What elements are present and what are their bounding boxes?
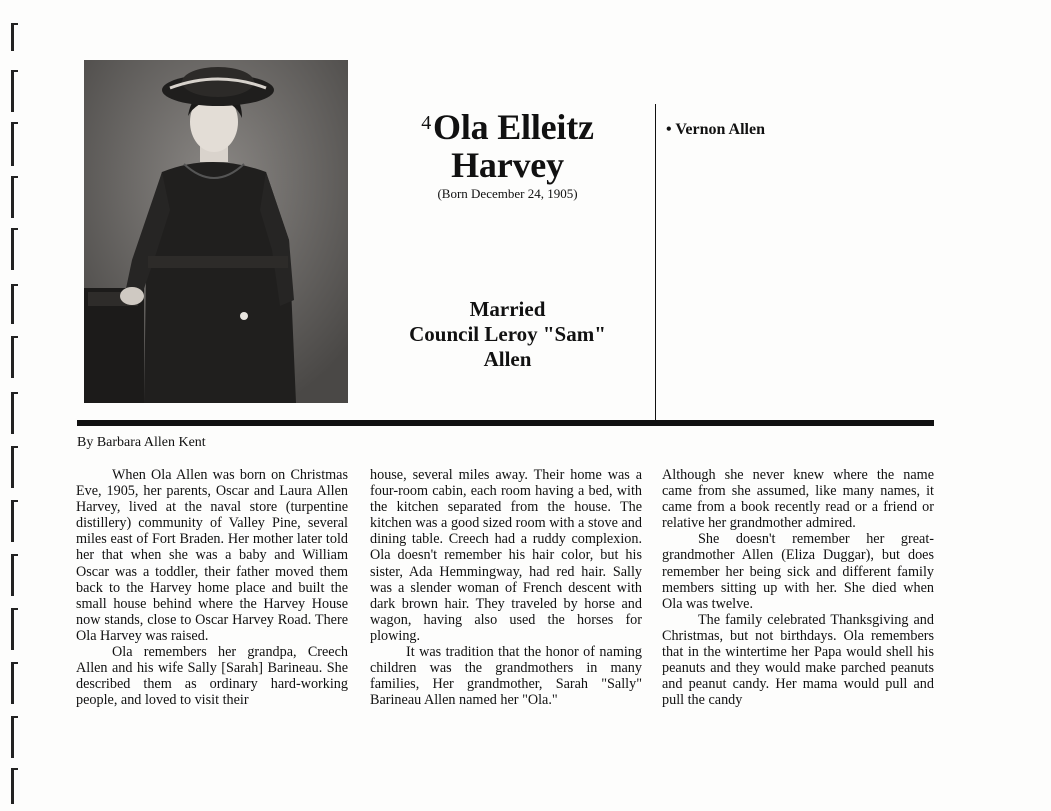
children-list xyxy=(666,121,765,139)
binding-mark xyxy=(11,392,18,434)
child-item: • Vernon Allen xyxy=(666,121,765,138)
issue-number: 4 xyxy=(421,112,432,134)
title-block xyxy=(375,104,640,202)
byline: By Barbara Allen Kent xyxy=(77,435,206,450)
person-name xyxy=(375,104,640,146)
paragraph: house, several miles away. Their home was a four-room cabin, each room having a bed, with the kitchen separated from the house. The kitchen was a good sized room with a stove and dining table. Creech had a ruddy complexion. Ola doesn't remember his hair color, but his sister, Ada Hemmingway, had red hair. Sally was a slender woman of French descent with dark brown hair. They traveled by horse and wagon, having also used the horses for plowing. xyxy=(370,467,642,644)
binding-mark xyxy=(11,336,18,378)
portrait-illustration xyxy=(84,60,348,403)
marriage-block xyxy=(375,297,640,372)
binding-mark xyxy=(11,716,18,758)
portrait-photo xyxy=(84,60,348,403)
binding-mark xyxy=(11,608,18,650)
married-label: Married xyxy=(469,297,546,321)
paragraph: She doesn't remember her great-grandmother Allen (Eliza Duggar), but does remember her being sick and different family members sitting up with her. She died when Ola was twelve. xyxy=(662,531,934,612)
paragraph: Ola remembers her grandpa, Creech Allen and his wife Sally [Sarah] Barineau. She described them as ordinary hard-working people, and loved to visit their xyxy=(76,644,348,709)
binding-mark xyxy=(11,23,18,51)
binding-mark xyxy=(11,446,18,488)
text-column-3 xyxy=(662,467,934,708)
spouse-name-line-2: Allen xyxy=(483,347,532,371)
person-name-line-2: Harvey xyxy=(451,145,564,185)
paragraph: It was tradition that the honor of naming children was the grandmothers in many families, Her grandmother, Sarah "Sally" Barineau Allen named her "Ola." xyxy=(370,644,642,709)
text-column-1 xyxy=(76,467,348,708)
horizontal-rule xyxy=(77,420,934,426)
binding-mark xyxy=(11,122,18,166)
binding-mark xyxy=(11,662,18,704)
spouse-name-line-1: Council Leroy "Sam" xyxy=(409,322,606,346)
binding-mark xyxy=(11,768,18,804)
paragraph: Although she never knew where the name came from she assumed, like many names, it came from a book recently read or a friend or relative her grandmother admired. xyxy=(662,467,934,532)
birth-date: (Born December 24, 1905) xyxy=(437,186,578,201)
paragraph: The family celebrated Thanksgiving and Christmas, but not birthdays. Ola remembers that in the wintertime her Papa would shell his peanuts and they would make parched peanuts and peanut candy. Her mama would pull and pull the candy xyxy=(662,611,934,709)
vertical-divider xyxy=(655,104,656,420)
binding-mark xyxy=(11,500,18,542)
binding-mark xyxy=(11,284,18,324)
binding-mark xyxy=(11,70,18,112)
person-name-line-1: Ola Elleitz xyxy=(433,107,594,147)
text-column-2 xyxy=(370,467,642,708)
binding-mark xyxy=(11,176,18,218)
paragraph: When Ola Allen was born on Christmas Eve, 1905, her parents, Oscar and Laura Allen Harvey, lived at the naval store (turpentine distillery) community of Valley Pine, several miles east of Fort Braden. Her mother later told her that when she was a baby and William Oscar was a toddler, their father moved them back to the Harvey home place and built the small house behind where the Harvey House now stands, close to Oscar Harvey Road. There Ola Harvey was raised. xyxy=(76,467,348,644)
binding-mark xyxy=(11,228,18,270)
binding-mark xyxy=(11,554,18,596)
